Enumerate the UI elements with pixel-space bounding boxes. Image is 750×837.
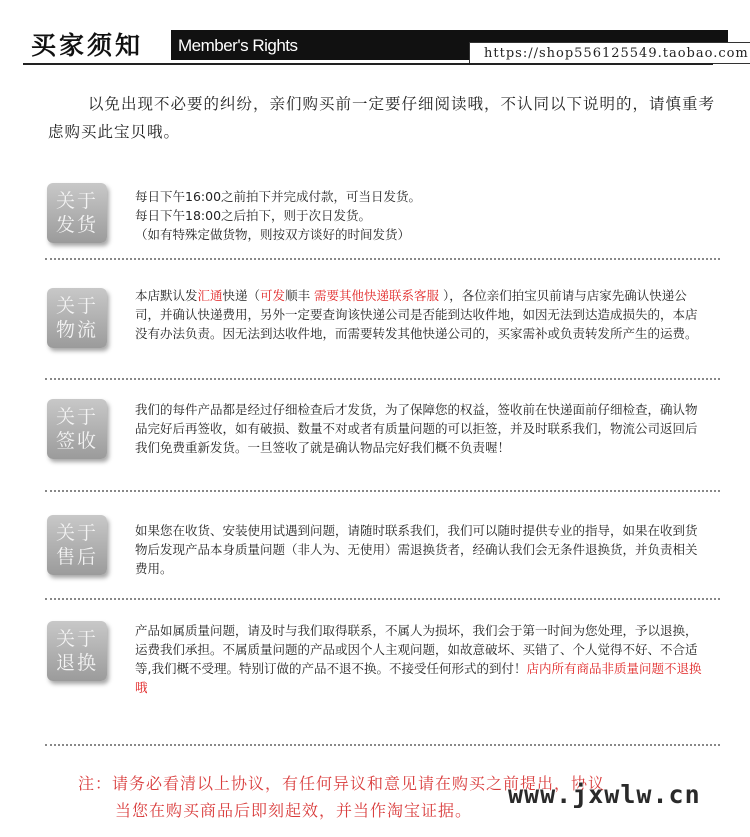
header-rule (23, 63, 713, 65)
returns-red-notice: 店内所有商品非质量问题不退换哦 (135, 661, 702, 695)
section-body: 我们的每件产品都是经过仔细检查后才发货，为了保障您的权益，签收前在快递面前仔细检查，确认物品完好后再签收，如有破损、数量不对或者有质量问题的可以拒签，并及时联系我们，物流公司返回后我们免费重新发货。一旦签收了就是确认物品完好我们概不负责喔！ (135, 402, 698, 455)
tag-line1: 关于 (55, 295, 98, 317)
text-line: 每日下午18:00之后拍下，则于次日发货。 (135, 208, 372, 223)
tag-line2: 售后 (55, 546, 98, 568)
tag-returns (47, 621, 107, 681)
dotted-divider (45, 598, 720, 600)
tag-aftersales (47, 515, 107, 575)
section-body (135, 286, 705, 343)
dotted-divider (45, 490, 720, 492)
shop-url-link[interactable]: https://shop556125549.taobao.com (484, 46, 749, 61)
tag-shipping (47, 183, 107, 243)
dotted-divider (45, 744, 720, 746)
text-fragment: 顺丰 (285, 288, 315, 303)
site-watermark: www.jxwlw.cn (508, 780, 701, 809)
header (23, 22, 749, 64)
banner-subtitle: Member's Rights (178, 36, 298, 55)
tag-line2: 发货 (55, 214, 98, 236)
section-body (135, 621, 705, 697)
text-fragment: ），各位亲们拍宝贝前请与店家先确认快递公司，并确认快递费用，另外一定要查询该快递公司是否能到达收件地，如因无法到达造成损失的，本店没有办法负责。因无法到达收件地，而需要转发其他快递公司的，买家需补或负责转发所产生的运费。 (135, 288, 698, 341)
text-fragment: 快递（ (222, 288, 261, 303)
returns-text: 产品如属质量问题，请及时与我们取得联系，不属人为损坏，我们会于第一时间为您处理，予以退换，运费我们承担。不属质量问题的产品或因个人主观问题，如故意破坏、买错了、个人觉得不好、不合适等,我们概不受理。特别订做的产品不退不换。不接受任何形式的到付！ (135, 623, 698, 676)
page-title: 买家须知 (31, 31, 144, 60)
tag-line1: 关于 (55, 190, 98, 212)
highlight-option: 可发 (260, 288, 286, 303)
tag-line2: 退换 (55, 652, 98, 674)
highlight-contact: 需要其他快递联系客服 (314, 288, 440, 303)
dotted-divider (45, 378, 720, 380)
tag-line1: 关于 (55, 522, 98, 544)
note-line1: 注：请务必看清以上协议，有任何异议和意见请在购买之前提出，协议 (78, 774, 606, 793)
tag-logistics (47, 288, 107, 348)
tag-line1: 关于 (55, 628, 98, 650)
tag-line2: 签收 (55, 430, 98, 452)
note-line2: 当您在购买商品后即刻起效，并当作淘宝证据。 (115, 801, 473, 820)
title-banner (171, 30, 749, 61)
text-fragment: 本店默认发 (135, 288, 198, 303)
text-line: （如有特殊定做货物，则按双方谈好的时间发货） (135, 227, 411, 242)
tag-line2: 物流 (55, 319, 98, 341)
shop-url-box (469, 42, 750, 64)
intro-text: 以免出现不必要的纠纷，亲们购买前一定要仔细阅读哦，不认同以下说明的，请慎重考虑购买此宝贝哦。 (48, 95, 716, 141)
highlight-courier: 汇通 (197, 288, 223, 303)
tag-line1: 关于 (55, 406, 98, 428)
dotted-divider (45, 258, 720, 260)
text-line: 每日下午16:00之前拍下并完成付款，可当日发货。 (135, 189, 422, 204)
tag-receipt (47, 399, 107, 459)
section-body: 如果您在收货、安装使用试遇到问题，请随时联系我们，我们可以随时提供专业的指导，如果在收到货物后发现产品本身质量问题（非人为、无使用）需退换货者，经确认我们会无条件退换货，并负责相关费用。 (135, 523, 698, 576)
section-body (135, 187, 705, 244)
